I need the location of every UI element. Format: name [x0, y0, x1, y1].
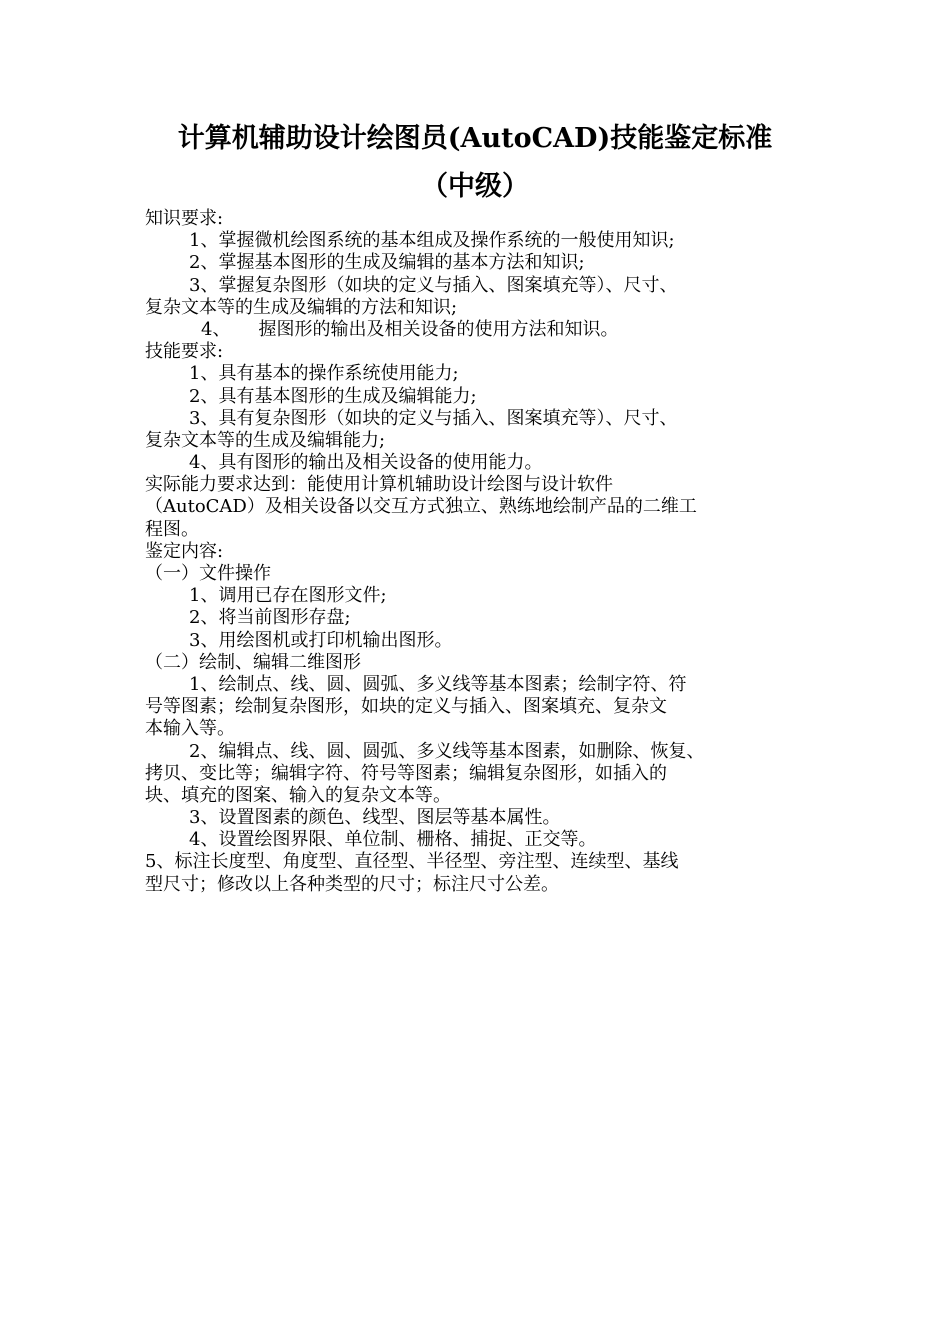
knowledge-heading: 知识要求: [145, 208, 224, 229]
section-1-item-3: 3、用绘图机或打印机输出图形。 [189, 629, 453, 651]
appraisal-heading: 鉴定内容: [145, 540, 224, 562]
section-2-item-2b: 拷贝、变比等；编辑字符、符号等图素；编辑复杂图形，如插入的 [145, 762, 667, 784]
document-title: 计算机辅助设计绘图员(AutoCAD)技能鉴定标准 [177, 123, 773, 154]
section-2-item-5b: 型尺寸；修改以上各种类型的尺寸；标注尺寸公差。 [145, 873, 559, 895]
skills-item-1: 1、具有基本的操作系统使用能力; [189, 363, 459, 385]
section-2-item-3: 3、设置图素的颜色、线型、图层等基本属性。 [189, 807, 561, 829]
section-2-item-5a: 5、标注长度型、角度型、直径型、半径型、旁注型、连续型、基线 [145, 851, 679, 873]
skills-item-3b: 复杂文本等的生成及编辑能力; [145, 429, 386, 451]
skills-heading: 技能要求: [145, 341, 224, 363]
knowledge-item-3a: 3、掌握复杂图形（如块的定义与插入、图案填充等）、尺寸、 [189, 274, 678, 296]
section-1-heading: （一）文件操作 [145, 563, 271, 584]
skills-item-2: 2、具有基本图形的生成及编辑能力; [189, 385, 477, 407]
knowledge-item-3b: 复杂文本等的生成及编辑的方法和知识; [145, 296, 458, 318]
knowledge-item-1: 1、掌握微机绘图系统的基本组成及操作系统的一般使用知识; [189, 230, 675, 252]
section-2-item-1c: 本输入等。 [145, 718, 235, 740]
section-1-item-2: 2、将当前图形存盘; [189, 607, 351, 629]
knowledge-item-4-number: 4、 [201, 318, 231, 340]
ability-line-3: 程图。 [145, 518, 199, 540]
section-2-item-4: 4、设置绘图界限、单位制、栅格、捕捉、正交等。 [189, 829, 597, 851]
document-subtitle: （中级） [421, 171, 529, 202]
section-2-item-1b: 号等图素；绘制复杂图形，如块的定义与插入、图案填充、复杂文 [145, 696, 667, 718]
section-2-item-2c: 块、填充的图案、输入的复杂文本等。 [145, 784, 451, 806]
knowledge-item-4-text: 握图形的输出及相关设备的使用方法和知识。 [258, 318, 619, 340]
section-2-item-2a: 2、编辑点、线、圆、圆弧、多义线等基本图素，如删除、恢复、 [189, 740, 705, 762]
skills-item-4: 4、具有图形的输出及相关设备的使用能力。 [189, 452, 543, 474]
document-body [145, 208, 815, 896]
ability-line-2: （AutoCAD）及相关设备以交互方式独立、熟练地绘制产品的二维工 [145, 496, 697, 518]
section-2-item-1a: 1、绘制点、线、圆、圆弧、多义线等基本图素；绘制字符、符 [189, 673, 687, 695]
skills-item-3a: 3、具有复杂图形（如块的定义与插入、图案填充等）、尺寸、 [189, 407, 678, 429]
section-1-item-1: 1、调用已存在图形文件; [189, 585, 387, 607]
knowledge-item-2: 2、掌握基本图形的生成及编辑的基本方法和知识; [189, 252, 585, 274]
section-2-heading: （二）绘制、编辑二维图形 [145, 651, 361, 673]
knowledge-item-4 [145, 319, 815, 341]
ability-line-1: 实际能力要求达到：能使用计算机辅助设计绘图与设计软件 [145, 474, 613, 496]
